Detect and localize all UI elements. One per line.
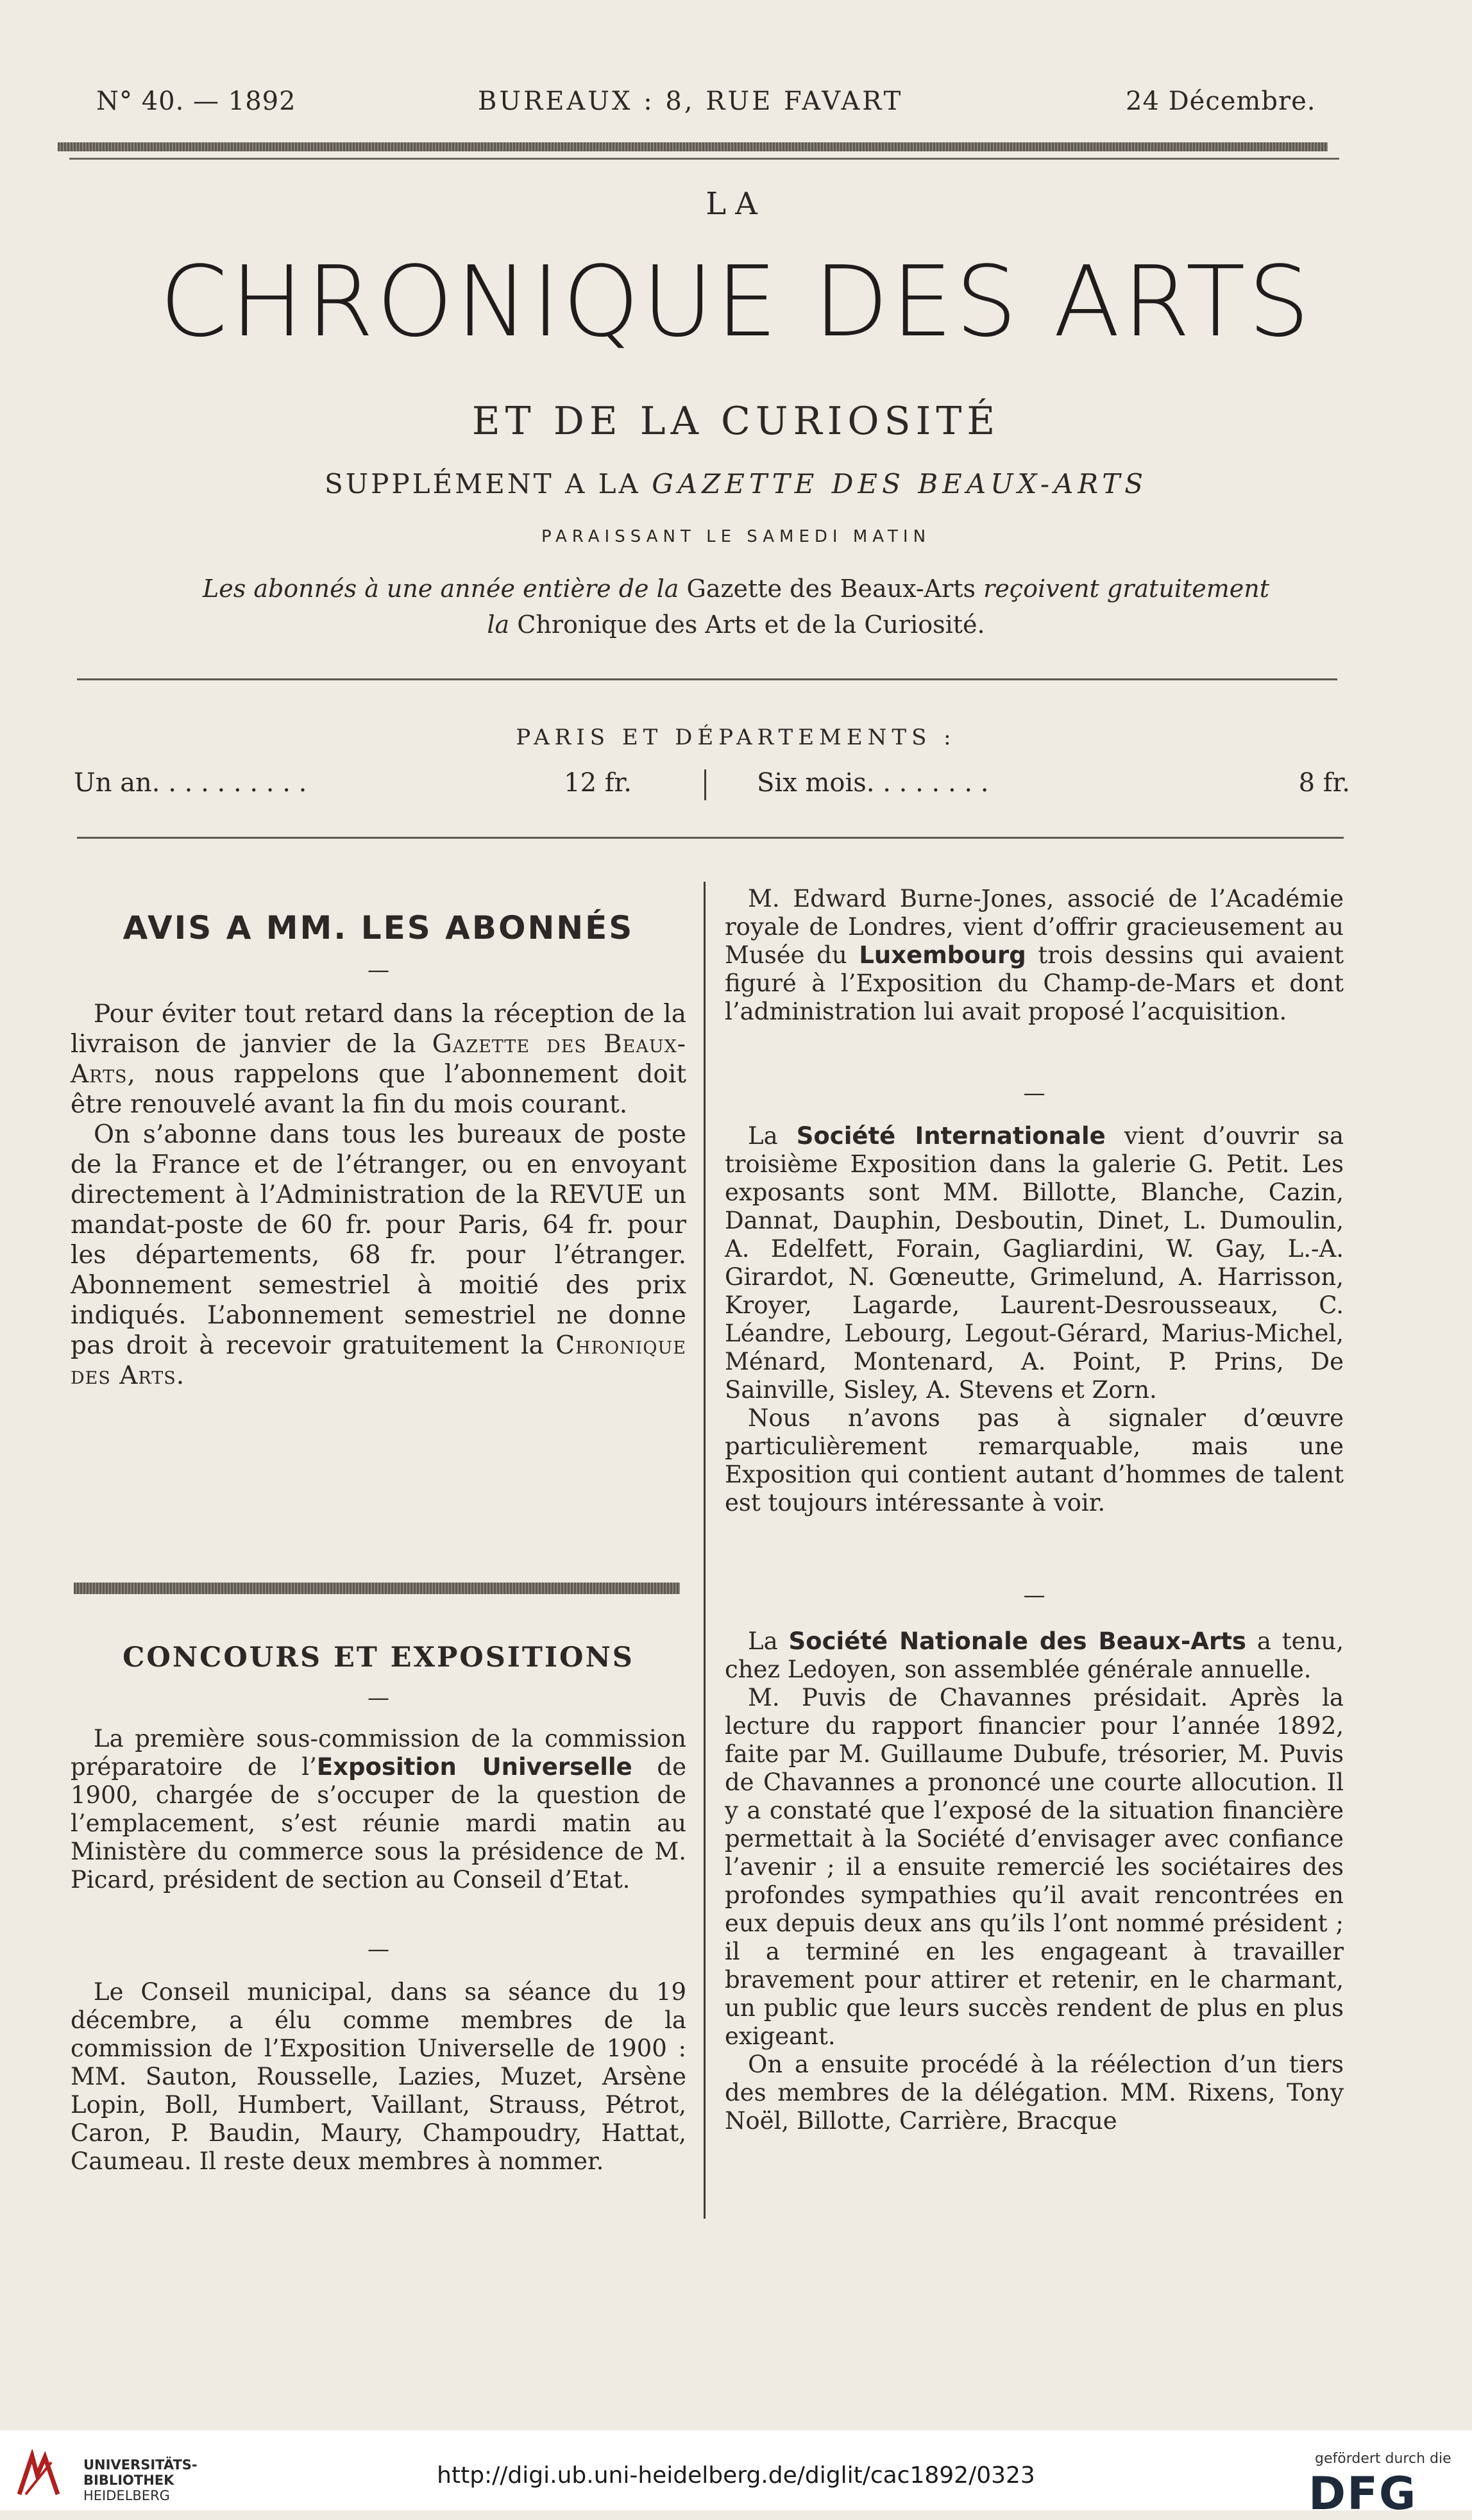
concours-p1-bold: Exposition Universelle bbox=[316, 1753, 632, 1781]
right-p1b: trois dessins qui avaient figuré à l’Exposition du Champ-de-Mars et dont l’administration lui avait proposé l’acquisition. bbox=[725, 941, 1344, 1025]
right-p3: Nous n’avons pas à signaler d’œuvre particulièrement remarquable, mais une Exposition qui contient autant d’hommes de talent est toujours intéressante à voir. bbox=[725, 1404, 1344, 1516]
concours-p1b: de 1900, chargée de s’occuper de la question de l’emplacement, s’est réunie mardi matin au Ministère du commerce sous la présidence de M. Picard, président de section au Conseil d’Etat. bbox=[71, 1753, 686, 1894]
source-url-link[interactable]: http://digi.ub.uni-heidelberg.de/diglit/cac1892/0323 bbox=[437, 2462, 1035, 2489]
right-dash-2: — bbox=[1023, 1583, 1045, 1608]
notice-dash: — bbox=[368, 957, 389, 983]
price-half-label: Six mois. . . . . . . . bbox=[757, 768, 989, 798]
supplement-title: GAZETTE DES BEAUX-ARTS bbox=[652, 468, 1148, 500]
right-p5: M. Puvis de Chavannes présidait. Après la lecture du rapport financier pour l’année 1892, faite par M. Guillaume Dubufe, trésorier, M. Puvis de Chavannes a prononcé une courte allocution. Il y a constaté que l’exposé de la situation financière permettait à la Société d’envisager avec confiance l’avenir ; il a ensuite remercié les sociétaires des profondes sympathies qu’il avait rencontrées en eux depuis deux ans qu’ils l’ont nommé président ; il a terminé en les engageant à travailler bravement pour attirer et retenir, en le charmant, un public que leurs succès rendent de plus en plus exigeant. bbox=[725, 1684, 1344, 2050]
right-p4-bold: Société Nationale des Beaux-Arts bbox=[788, 1627, 1246, 1655]
concours-p2: Le Conseil municipal, dans sa séance du 19 décembre, a élu comme membres de la commission de l’Exposition Universelle de 1900 : MM. Sauton, Rousselle, Lazies, Muzet, Arsène Lopin, Boll, Humbert, Vaillant, Strauss, Pétrot, Caron, P. Baudin, Maury, Champoudry, Hattat, Caumeau. Il reste deux membres à nommer. bbox=[71, 1978, 686, 2175]
note-italic-2: reçoivent gratuitement bbox=[983, 575, 1269, 603]
subscriber-note-line2 bbox=[0, 607, 1472, 643]
header-rule-thin bbox=[69, 158, 1339, 160]
library-line-3: HEIDELBERG bbox=[83, 2488, 170, 2503]
issue-number: N° 40. — 1892 bbox=[96, 87, 296, 116]
right-p6: On a ensuite procédé à la réélection d’un tiers des membres de la délégation. MM. Rixens, Tony Noël, Billotte, Carrière, Bracque bbox=[725, 2051, 1344, 2135]
right-p4a: La bbox=[748, 1627, 789, 1655]
funded-by-label: gefördert durch die bbox=[1315, 2451, 1451, 2467]
right-p2b: vient d’ouvrir sa troisième Exposition dans la galerie G. Petit. Les exposants sont MM. Billotte, Blanche, Cazin, Dannat, Dauphin, Desboutin, Dinet, L. Dumoulin, A. Edelfett, Forain, Gagliardini, W. Gay, L.-A. Girardot, N. Gœneutte, Grimelund, A. Harrisson, Kroyer, Lagarde, Laurent-Desrousseaux, C. Léandre, Lebourg, Legout-Gérard, Marius-Michel, Ménard, Montenard, A. Point, P. Prins, De Sainville, Sisley, A. Stevens et Zorn. bbox=[725, 1122, 1344, 1404]
price-half bbox=[757, 768, 1350, 798]
note-italic-3: la bbox=[487, 610, 510, 639]
pricing-divider bbox=[77, 837, 1344, 839]
masthead-subtitle: ET DE LA CURIOSITÉ bbox=[471, 399, 1001, 444]
price-half-value: 8 fr. bbox=[1298, 768, 1350, 798]
notice-rule bbox=[74, 1583, 680, 1594]
right-p4b: a tenu, chez Ledoyen, son assemblée générale annuelle. bbox=[725, 1627, 1344, 1683]
notice-p1b: , nous rappelons que l’abonnement doit être renouvelé avant la fin du mois courant. bbox=[71, 1060, 686, 1119]
price-year-label: Un an. . . . . . . . . . bbox=[74, 768, 307, 798]
office-address: BUREAUX : 8, RUE FAVART bbox=[478, 87, 904, 116]
issue-date: 24 Décembre. bbox=[1126, 87, 1316, 116]
notice-p2-sc: Chronique des Arts. bbox=[71, 1331, 686, 1390]
note-plain-2: Chronique des Arts et de la Curiosité. bbox=[517, 610, 985, 639]
right-dash-1: — bbox=[1023, 1080, 1045, 1106]
masthead-supplement bbox=[0, 468, 1472, 500]
price-year-value: 12 fr. bbox=[564, 768, 632, 798]
notice-p1a: Pour éviter tout retard dans la réception de la livraison de janvier de la bbox=[71, 1000, 686, 1059]
dfg-logo: DFG bbox=[1308, 2467, 1417, 2520]
notice-text bbox=[71, 999, 686, 1391]
masthead-divider bbox=[77, 678, 1337, 680]
supplement-prefix: SUPPLÉMENT A LA bbox=[324, 468, 641, 500]
masthead-frequency: PARAISSANT LE SAMEDI MATIN bbox=[541, 527, 931, 546]
price-year bbox=[74, 768, 632, 798]
concours-paragraph-2 bbox=[71, 1978, 686, 2176]
subscriber-note-line1 bbox=[0, 571, 1472, 607]
concours-paragraph-1 bbox=[71, 1725, 686, 1894]
pricing-heading: PARIS ET DÉPARTEMENTS : bbox=[516, 725, 956, 750]
concours-dash: — bbox=[368, 1685, 389, 1711]
library-line-1: UNIVERSITÄTS- bbox=[83, 2457, 198, 2473]
concours-p1a: La première sous-commission de la commission préparatoire de l’ bbox=[71, 1725, 686, 1781]
note-plain-1: Gazette des Beaux-Arts bbox=[686, 575, 976, 603]
masthead-title: CHRONIQUE DES ARTS bbox=[159, 245, 1313, 358]
right-p2a: La bbox=[748, 1122, 797, 1150]
right-paragraph-1 bbox=[725, 885, 1344, 1026]
notice-paragraph-1 bbox=[71, 999, 686, 1120]
notice-p1-sc: Gazette des Beaux-Arts bbox=[71, 1030, 686, 1089]
header-rule bbox=[58, 142, 1328, 151]
note-italic-1: Les abonnés à une année entière de la bbox=[203, 575, 679, 603]
right-paragraph-4 bbox=[725, 1627, 1344, 2135]
concours-dash-2: — bbox=[368, 1936, 389, 1962]
masthead-article: LA bbox=[706, 186, 766, 222]
column-divider bbox=[704, 882, 706, 2219]
price-separator bbox=[704, 769, 706, 800]
right-p2-bold: Société Internationale bbox=[796, 1122, 1106, 1150]
notice-paragraph-2 bbox=[71, 1120, 686, 1391]
library-line-2: BIBLIOTHEK bbox=[83, 2473, 174, 2488]
right-paragraph-2 bbox=[725, 1122, 1344, 1517]
concours-heading: CONCOURS ET EXPOSITIONS bbox=[123, 1642, 634, 1674]
right-p1-bold: Luxembourg bbox=[859, 941, 1026, 969]
notice-heading: AVIS A MM. LES ABONNÉS bbox=[123, 909, 634, 946]
notice-p2a: On s’abonne dans tous les bureaux de poste de la France et de l’étranger, ou en envoyant directement à l’Administration de la REVUE un mandat-poste de 60 fr. pour Paris, 64 fr. pour les départements, 68 fr. pour l’étranger. Abonnement semestriel à moitié des prix indiqués. L’abonnement semestriel ne donne pas droit à recevoir gratuitement la bbox=[71, 1120, 686, 1360]
subscriber-note bbox=[0, 571, 1472, 643]
right-p1a: M. Edward Burne-Jones, associé de l’Académie royale de Londres, vient d’offrir gracieusement au Musée du bbox=[725, 885, 1344, 969]
